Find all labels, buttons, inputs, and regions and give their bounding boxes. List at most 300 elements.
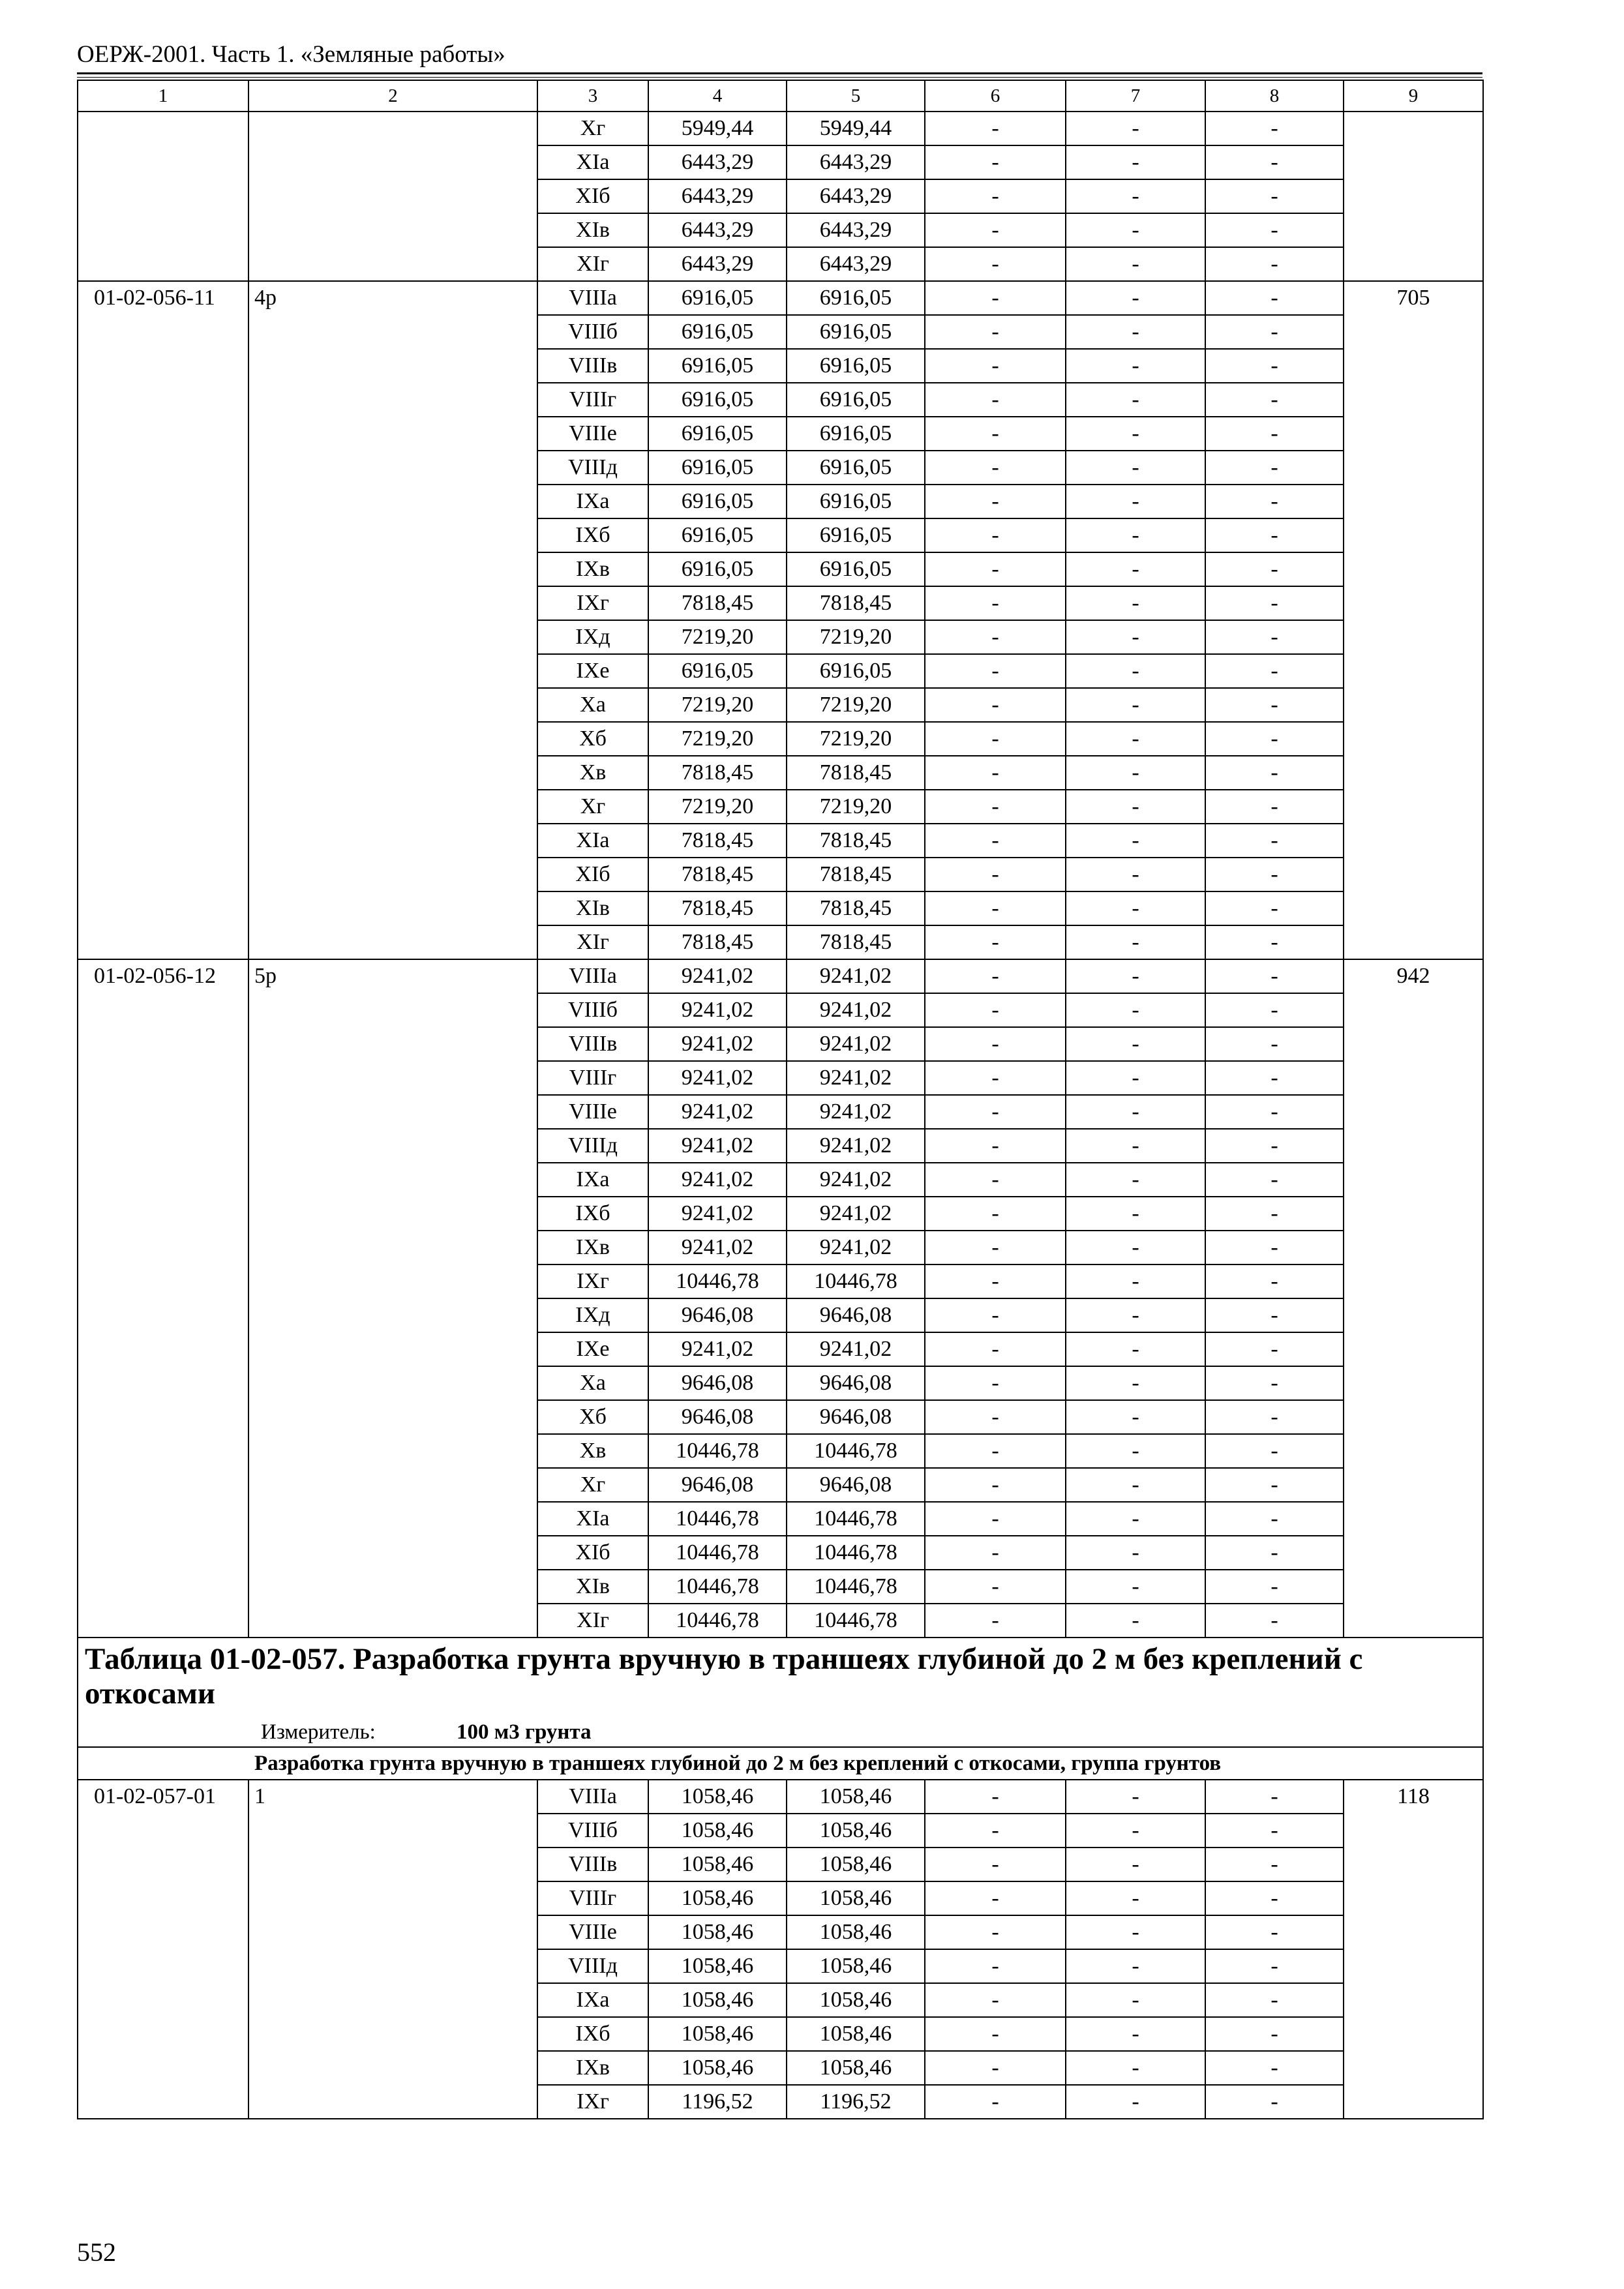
machinist-wages: - [1066,586,1205,620]
direct-cost: 7818,45 [648,824,787,858]
machine-cost: - [925,1400,1066,1434]
material-cost: - [1205,2085,1344,2119]
soil-category: VIIIб [537,993,648,1027]
direct-cost: 1058,46 [648,1848,787,1881]
labor-wages: 7219,20 [787,790,925,824]
measure-value: 100 м3 грунта [457,1720,592,1744]
labor-wages: 7818,45 [787,586,925,620]
labor-wages: 1058,46 [787,1983,925,2017]
machinist-wages: - [1066,993,1205,1027]
direct-cost: 6916,05 [648,518,787,552]
machinist-wages: - [1066,2085,1205,2119]
labor-wages: 9241,02 [787,993,925,1027]
machinist-wages: - [1066,451,1205,485]
labor-wages: 10446,78 [787,1536,925,1570]
material-cost: - [1205,247,1344,281]
machinist-wages: - [1066,1881,1205,1915]
column-number: 2 [248,80,537,112]
labor-wages: 10446,78 [787,1570,925,1604]
direct-cost: 6443,29 [648,247,787,281]
machinist-wages: - [1066,281,1205,315]
machinist-wages: - [1066,1332,1205,1366]
labor-wages: 6916,05 [787,383,925,417]
direct-cost: 1196,52 [648,2085,787,2119]
material-cost: - [1205,417,1344,451]
labor-wages: 10446,78 [787,1502,925,1536]
machinist-wages: - [1066,1434,1205,1468]
column-number-row [78,80,1483,112]
header-rule-thin [77,77,1482,78]
machine-cost: - [925,383,1066,417]
machine-cost: - [925,2051,1066,2085]
column-number: 8 [1205,80,1344,112]
table-title: Таблица 01-02-057. Разработка грунта вручную в траншеях глубиной до 2 м без креплений с откосами [85,1642,1363,1711]
labor-wages: 9241,02 [787,959,925,993]
labor-wages: 9241,02 [787,1163,925,1197]
direct-cost: 10446,78 [648,1536,787,1570]
soil-group: 1 [248,1780,537,2119]
rate-code: 01-02-056-12 [78,959,248,1638]
labor-hours [1344,112,1483,281]
section-heading: Разработка грунта вручную в траншеях глубиной до 2 м без креплений с откосами, группа грунтов [78,1747,1483,1780]
machine-cost: - [925,1434,1066,1468]
direct-cost: 7219,20 [648,688,787,722]
column-number: 6 [925,80,1066,112]
labor-wages: 5949,44 [787,112,925,145]
material-cost: - [1205,315,1344,349]
material-cost: - [1205,1915,1344,1949]
machinist-wages: - [1066,654,1205,688]
labor-wages: 9646,08 [787,1366,925,1400]
soil-category: VIIIа [537,959,648,993]
labor-wages: 7219,20 [787,620,925,654]
machinist-wages: - [1066,1231,1205,1264]
material-cost: - [1205,925,1344,959]
column-number: 3 [537,80,648,112]
direct-cost: 7219,20 [648,722,787,756]
table-row [78,281,1483,315]
material-cost: - [1205,1848,1344,1881]
soil-category: XIа [537,1502,648,1536]
material-cost: - [1205,722,1344,756]
machine-cost: - [925,145,1066,179]
labor-wages: 7818,45 [787,756,925,790]
labor-wages: 6443,29 [787,145,925,179]
labor-wages: 6916,05 [787,281,925,315]
soil-category: VIIIг [537,383,648,417]
soil-category: IXб [537,1197,648,1231]
direct-cost: 7219,20 [648,620,787,654]
machine-cost: - [925,1332,1066,1366]
direct-cost: 10446,78 [648,1502,787,1536]
rate-code: 01-02-056-11 [78,281,248,959]
labor-hours: 705 [1344,281,1483,959]
direct-cost: 7818,45 [648,925,787,959]
direct-cost: 1058,46 [648,1983,787,2017]
direct-cost: 7818,45 [648,756,787,790]
material-cost: - [1205,349,1344,383]
machinist-wages: - [1066,2017,1205,2051]
material-cost: - [1205,1061,1344,1095]
soil-category: VIIIд [537,451,648,485]
material-cost: - [1205,1027,1344,1061]
material-cost: - [1205,824,1344,858]
machinist-wages: - [1066,1197,1205,1231]
soil-category: Xа [537,688,648,722]
material-cost: - [1205,1298,1344,1332]
material-cost: - [1205,213,1344,247]
soil-category: VIIIб [537,1814,648,1848]
section-heading-row [78,1747,1483,1780]
machine-cost: - [925,1061,1066,1095]
machine-cost: - [925,620,1066,654]
machinist-wages: - [1066,179,1205,213]
machine-cost: - [925,1027,1066,1061]
labor-hours: 118 [1344,1780,1483,2119]
machine-cost: - [925,1570,1066,1604]
soil-category: IXг [537,2085,648,2119]
labor-wages: 9241,02 [787,1231,925,1264]
direct-cost: 9646,08 [648,1298,787,1332]
page-header: ОЕРЖ-2001. Часть 1. «Земляные работы» [77,41,505,68]
machine-cost: - [925,1604,1066,1638]
machinist-wages: - [1066,1949,1205,1983]
soil-group [248,112,537,281]
labor-wages: 9241,02 [787,1095,925,1129]
machine-cost: - [925,925,1066,959]
labor-wages: 10446,78 [787,1604,925,1638]
labor-wages: 6443,29 [787,213,925,247]
machine-cost: - [925,1780,1066,1814]
material-cost: - [1205,1780,1344,1814]
table-row [78,112,1483,145]
machine-cost: - [925,2017,1066,2051]
direct-cost: 6916,05 [648,281,787,315]
machinist-wages: - [1066,1129,1205,1163]
direct-cost: 6916,05 [648,417,787,451]
machine-cost: - [925,247,1066,281]
machine-cost: - [925,417,1066,451]
machine-cost: - [925,1129,1066,1163]
measure-line [85,1718,1482,1746]
labor-wages: 1196,52 [787,2085,925,2119]
labor-wages: 9646,08 [787,1400,925,1434]
direct-cost: 9241,02 [648,1163,787,1197]
material-cost: - [1205,959,1344,993]
direct-cost: 6916,05 [648,349,787,383]
machine-cost: - [925,1095,1066,1129]
machinist-wages: - [1066,1298,1205,1332]
material-cost: - [1205,1332,1344,1366]
machine-cost: - [925,1231,1066,1264]
machinist-wages: - [1066,315,1205,349]
labor-wages: 1058,46 [787,1814,925,1848]
direct-cost: 6916,05 [648,315,787,349]
table-row [78,959,1483,993]
material-cost: - [1205,688,1344,722]
material-cost: - [1205,1949,1344,1983]
material-cost: - [1205,1264,1344,1298]
soil-category: IXа [537,485,648,518]
labor-wages: 7818,45 [787,891,925,925]
direct-cost: 9241,02 [648,1061,787,1095]
direct-cost: 9241,02 [648,1332,787,1366]
direct-cost: 6916,05 [648,485,787,518]
machinist-wages: - [1066,1366,1205,1400]
soil-category: VIIIг [537,1061,648,1095]
soil-category: Xб [537,1400,648,1434]
soil-category: Xв [537,756,648,790]
machinist-wages: - [1066,552,1205,586]
labor-wages: 10446,78 [787,1434,925,1468]
machine-cost: - [925,1915,1066,1949]
rate-code: 01-02-057-01 [78,1780,248,2119]
material-cost: - [1205,1400,1344,1434]
machinist-wages: - [1066,112,1205,145]
material-cost: - [1205,1095,1344,1129]
soil-category: VIIIв [537,1848,648,1881]
direct-cost: 9241,02 [648,1231,787,1264]
material-cost: - [1205,281,1344,315]
machinist-wages: - [1066,756,1205,790]
material-cost: - [1205,1570,1344,1604]
direct-cost: 9241,02 [648,1129,787,1163]
measure-label: Измеритель: [261,1720,376,1744]
soil-category: Xв [537,1434,648,1468]
direct-cost: 9241,02 [648,1095,787,1129]
labor-wages: 6916,05 [787,349,925,383]
machinist-wages: - [1066,213,1205,247]
soil-category: Xб [537,722,648,756]
table-title-row [78,1638,1483,1747]
labor-wages: 6916,05 [787,315,925,349]
machine-cost: - [925,1848,1066,1881]
machine-cost: - [925,1298,1066,1332]
material-cost: - [1205,1502,1344,1536]
material-cost: - [1205,1163,1344,1197]
machinist-wages: - [1066,1814,1205,1848]
direct-cost: 1058,46 [648,1949,787,1983]
soil-category: VIIIа [537,281,648,315]
machine-cost: - [925,586,1066,620]
direct-cost: 1058,46 [648,2051,787,2085]
machinist-wages: - [1066,417,1205,451]
soil-group: 5р [248,959,537,1638]
material-cost: - [1205,2017,1344,2051]
machine-cost: - [925,688,1066,722]
machine-cost: - [925,1264,1066,1298]
soil-category: IXа [537,1983,648,2017]
material-cost: - [1205,383,1344,417]
labor-wages: 9241,02 [787,1027,925,1061]
soil-category: VIIIе [537,417,648,451]
soil-category: VIIIв [537,1027,648,1061]
labor-wages: 7818,45 [787,824,925,858]
machinist-wages: - [1066,1983,1205,2017]
soil-category: XIа [537,824,648,858]
machine-cost: - [925,315,1066,349]
machine-cost: - [925,1468,1066,1502]
material-cost: - [1205,891,1344,925]
soil-category: VIIIе [537,1095,648,1129]
material-cost: - [1205,112,1344,145]
material-cost: - [1205,518,1344,552]
machinist-wages: - [1066,858,1205,891]
labor-wages: 6916,05 [787,417,925,451]
labor-wages: 6916,05 [787,485,925,518]
material-cost: - [1205,179,1344,213]
machinist-wages: - [1066,145,1205,179]
direct-cost: 7818,45 [648,858,787,891]
direct-cost: 6443,29 [648,145,787,179]
soil-category: Xг [537,112,648,145]
machine-cost: - [925,1983,1066,2017]
soil-category: Xг [537,790,648,824]
soil-category: XIб [537,1536,648,1570]
machine-cost: - [925,281,1066,315]
direct-cost: 9646,08 [648,1468,787,1502]
labor-wages: 6916,05 [787,654,925,688]
machinist-wages: - [1066,2051,1205,2085]
machine-cost: - [925,552,1066,586]
machine-cost: - [925,518,1066,552]
soil-category: Xа [537,1366,648,1400]
machine-cost: - [925,2085,1066,2119]
machinist-wages: - [1066,959,1205,993]
direct-cost: 6443,29 [648,213,787,247]
machine-cost: - [925,1814,1066,1848]
material-cost: - [1205,1434,1344,1468]
labor-wages: 9241,02 [787,1197,925,1231]
soil-category: XIв [537,1570,648,1604]
material-cost: - [1205,1366,1344,1400]
material-cost: - [1205,2051,1344,2085]
material-cost: - [1205,1468,1344,1502]
rates-table [77,80,1484,2119]
header-rule [77,72,1482,74]
soil-category: Xг [537,1468,648,1502]
direct-cost: 10446,78 [648,1570,787,1604]
direct-cost: 6916,05 [648,383,787,417]
direct-cost: 6916,05 [648,654,787,688]
machinist-wages: - [1066,620,1205,654]
soil-category: XIв [537,213,648,247]
material-cost: - [1205,993,1344,1027]
machine-cost: - [925,756,1066,790]
table-title-cell [78,1638,1483,1747]
soil-category: XIа [537,145,648,179]
soil-category: XIб [537,858,648,891]
direct-cost: 10446,78 [648,1264,787,1298]
material-cost: - [1205,1814,1344,1848]
soil-category: VIIIб [537,315,648,349]
machinist-wages: - [1066,383,1205,417]
soil-category: XIг [537,1604,648,1638]
material-cost: - [1205,485,1344,518]
labor-wages: 1058,46 [787,1915,925,1949]
direct-cost: 9241,02 [648,959,787,993]
material-cost: - [1205,1983,1344,2017]
direct-cost: 6443,29 [648,179,787,213]
labor-wages: 6916,05 [787,518,925,552]
machinist-wages: - [1066,1468,1205,1502]
column-number: 9 [1344,80,1483,112]
machinist-wages: - [1066,891,1205,925]
machinist-wages: - [1066,518,1205,552]
machinist-wages: - [1066,790,1205,824]
direct-cost: 9241,02 [648,993,787,1027]
machine-cost: - [925,824,1066,858]
labor-wages: 6916,05 [787,451,925,485]
page-number: 552 [77,2237,116,2267]
labor-wages: 7219,20 [787,688,925,722]
material-cost: - [1205,1129,1344,1163]
machinist-wages: - [1066,485,1205,518]
machine-cost: - [925,1949,1066,1983]
soil-category: VIIIе [537,1915,648,1949]
machine-cost: - [925,213,1066,247]
material-cost: - [1205,586,1344,620]
machinist-wages: - [1066,1502,1205,1536]
labor-wages: 10446,78 [787,1264,925,1298]
machinist-wages: - [1066,1604,1205,1638]
machine-cost: - [925,790,1066,824]
machine-cost: - [925,349,1066,383]
machinist-wages: - [1066,1264,1205,1298]
soil-category: VIIIв [537,349,648,383]
machinist-wages: - [1066,1400,1205,1434]
soil-category: XIв [537,891,648,925]
machinist-wages: - [1066,722,1205,756]
machinist-wages: - [1066,349,1205,383]
soil-category: XIб [537,179,648,213]
machine-cost: - [925,1536,1066,1570]
direct-cost: 9646,08 [648,1400,787,1434]
machinist-wages: - [1066,1570,1205,1604]
machinist-wages: - [1066,1027,1205,1061]
material-cost: - [1205,1231,1344,1264]
material-cost: - [1205,552,1344,586]
column-number: 7 [1066,80,1205,112]
material-cost: - [1205,620,1344,654]
direct-cost: 7818,45 [648,891,787,925]
machinist-wages: - [1066,1780,1205,1814]
direct-cost: 9241,02 [648,1197,787,1231]
direct-cost: 6916,05 [648,451,787,485]
labor-wages: 1058,46 [787,1881,925,1915]
labor-wages: 9241,02 [787,1061,925,1095]
soil-category: IXг [537,1264,648,1298]
labor-wages: 7818,45 [787,858,925,891]
column-number: 1 [78,80,248,112]
soil-category: IXе [537,1332,648,1366]
labor-wages: 1058,46 [787,2051,925,2085]
machine-cost: - [925,654,1066,688]
machinist-wages: - [1066,1095,1205,1129]
soil-group: 4р [248,281,537,959]
machine-cost: - [925,485,1066,518]
machine-cost: - [925,179,1066,213]
machinist-wages: - [1066,688,1205,722]
soil-category: IXв [537,2051,648,2085]
labor-wages: 9646,08 [787,1298,925,1332]
direct-cost: 1058,46 [648,1814,787,1848]
machinist-wages: - [1066,1536,1205,1570]
labor-hours: 942 [1344,959,1483,1638]
column-number: 4 [648,80,787,112]
material-cost: - [1205,1197,1344,1231]
soil-category: IXб [537,2017,648,2051]
